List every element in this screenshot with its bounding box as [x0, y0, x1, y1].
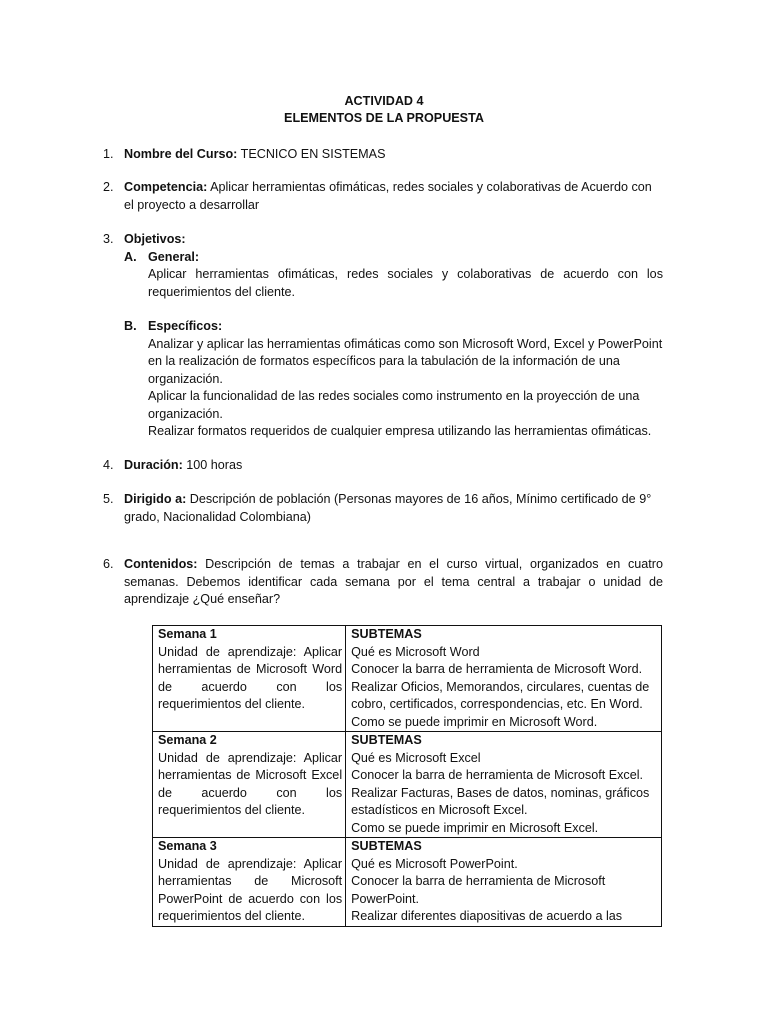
item-number: 2.	[103, 180, 114, 194]
table-row	[153, 838, 662, 927]
item-number: 1.	[103, 147, 114, 161]
table-row	[153, 732, 662, 838]
item-text: Descripción de temas a trabajar en el curso virtual, organizados en cuatro semanas. Debemos identificar cada semana por el tema central a trabajar o unidad de aprendizaje ¿Qué enseñar?	[124, 557, 663, 606]
subtopics-cell	[346, 732, 662, 838]
title-line-1: ACTIVIDAD 4	[344, 94, 424, 108]
item-label: Objetivos:	[124, 232, 186, 246]
week-cell	[153, 838, 346, 927]
title-line-2: ELEMENTOS DE LA PROPUESTA	[284, 111, 484, 125]
unit-text: Unidad de aprendizaje: Aplicar herramientas de Microsoft Excel de acuerdo con los requerimientos del cliente.	[158, 750, 343, 817]
unit-text: Unidad de aprendizaje: Aplicar herramientas de Microsoft PowerPoint de acuerdo con los requerimientos del cliente.	[158, 856, 343, 923]
sub-label: Específicos:	[148, 319, 223, 333]
sub-letter: B.	[124, 319, 137, 333]
subtopics-cell	[346, 838, 662, 927]
item-text: Descripción de población (Personas mayores de 16 años, Mínimo certificado de 9° grado, Nacionalidad Colombiana)	[124, 492, 652, 524]
item-label: Competencia:	[124, 180, 208, 194]
unit-text: Unidad de aprendizaje: Aplicar herramientas de Microsoft Word de acuerdo con los requerimientos del cliente.	[158, 644, 343, 711]
item-objectives	[103, 231, 663, 441]
item-course-name	[103, 146, 663, 164]
subtopic: Realizar Oficios, Memorandos, circulares, cuentas de cobro, certificados, correspondencias, etc. En Word.	[351, 679, 650, 711]
specific-objective-3: Realizar formatos requeridos de cualquier empresa utilizando las herramientas ofimáticas.	[148, 424, 652, 438]
item-competency	[103, 179, 663, 214]
objective-specific	[124, 318, 663, 441]
week-cell	[153, 732, 346, 838]
item-label: Duración:	[124, 458, 183, 472]
item-label: Contenidos:	[124, 557, 198, 571]
sub-label: General:	[148, 249, 200, 264]
item-number: 5.	[103, 492, 114, 506]
subtopic: Qué es Microsoft Word	[351, 644, 480, 659]
item-text: 100 horas	[182, 458, 243, 472]
week-cell	[153, 626, 346, 732]
document-title	[0, 93, 768, 127]
subtopic: Qué es Microsoft Excel	[351, 750, 481, 765]
item-target-audience	[103, 491, 663, 526]
specific-objective-2: Aplicar la funcionalidad de las redes sociales como instrumento en la proyección de una organización.	[148, 389, 640, 421]
subtopic: Qué es Microsoft PowerPoint.	[351, 856, 518, 871]
subtopic: Conocer la barra de herramienta de Microsoft Excel.	[351, 768, 644, 782]
item-label: Dirigido a:	[124, 492, 187, 506]
item-number: 6.	[103, 557, 114, 571]
sub-letter: A.	[124, 249, 137, 264]
week-label: Semana 2	[158, 733, 217, 747]
item-text: TECNICO EN SISTEMAS	[237, 147, 386, 161]
item-text: Aplicar herramientas ofimáticas, redes sociales y colaborativas de Acuerdo con el proyecto a desarrollar	[124, 180, 652, 212]
table-row	[153, 626, 662, 732]
objective-general	[124, 249, 663, 302]
subtopics-header: SUBTEMAS	[351, 733, 422, 747]
subtopic: Conocer la barra de herramienta de Microsoft PowerPoint.	[351, 874, 606, 906]
specific-objective-1: Analizar y aplicar las herramientas ofimáticas como son Microsoft Word, Excel y PowerPoint en la realización de formatos específicos para la tabulación de la información de una organización.	[148, 336, 663, 386]
subtopic: Realizar Facturas, Bases de datos, nominas, gráficos estadísticos en Microsoft Excel.	[351, 785, 650, 817]
subtopic: Conocer la barra de herramienta de Microsoft Word.	[351, 662, 643, 676]
subtopics-cell	[346, 626, 662, 732]
item-label: Nombre del Curso:	[124, 147, 238, 161]
item-contents	[103, 556, 663, 609]
subtopic: Como se puede imprimir en Microsoft Word.	[351, 714, 598, 729]
item-duration	[103, 457, 663, 475]
general-objective-text: Aplicar herramientas ofimáticas, redes sociales y colaborativas de acuerdo con los requerimientos del cliente.	[148, 267, 663, 299]
contents-table	[152, 625, 662, 927]
item-number: 3.	[103, 232, 114, 246]
week-label: Semana 3	[158, 839, 217, 853]
item-number: 4.	[103, 458, 114, 472]
subtopic: Realizar diferentes diapositivas de acuerdo a las	[351, 909, 623, 923]
subtopics-header: SUBTEMAS	[351, 627, 422, 641]
week-label: Semana 1	[158, 627, 217, 641]
subtopic: Como se puede imprimir en Microsoft Excel.	[351, 820, 599, 835]
subtopics-header: SUBTEMAS	[351, 839, 422, 853]
